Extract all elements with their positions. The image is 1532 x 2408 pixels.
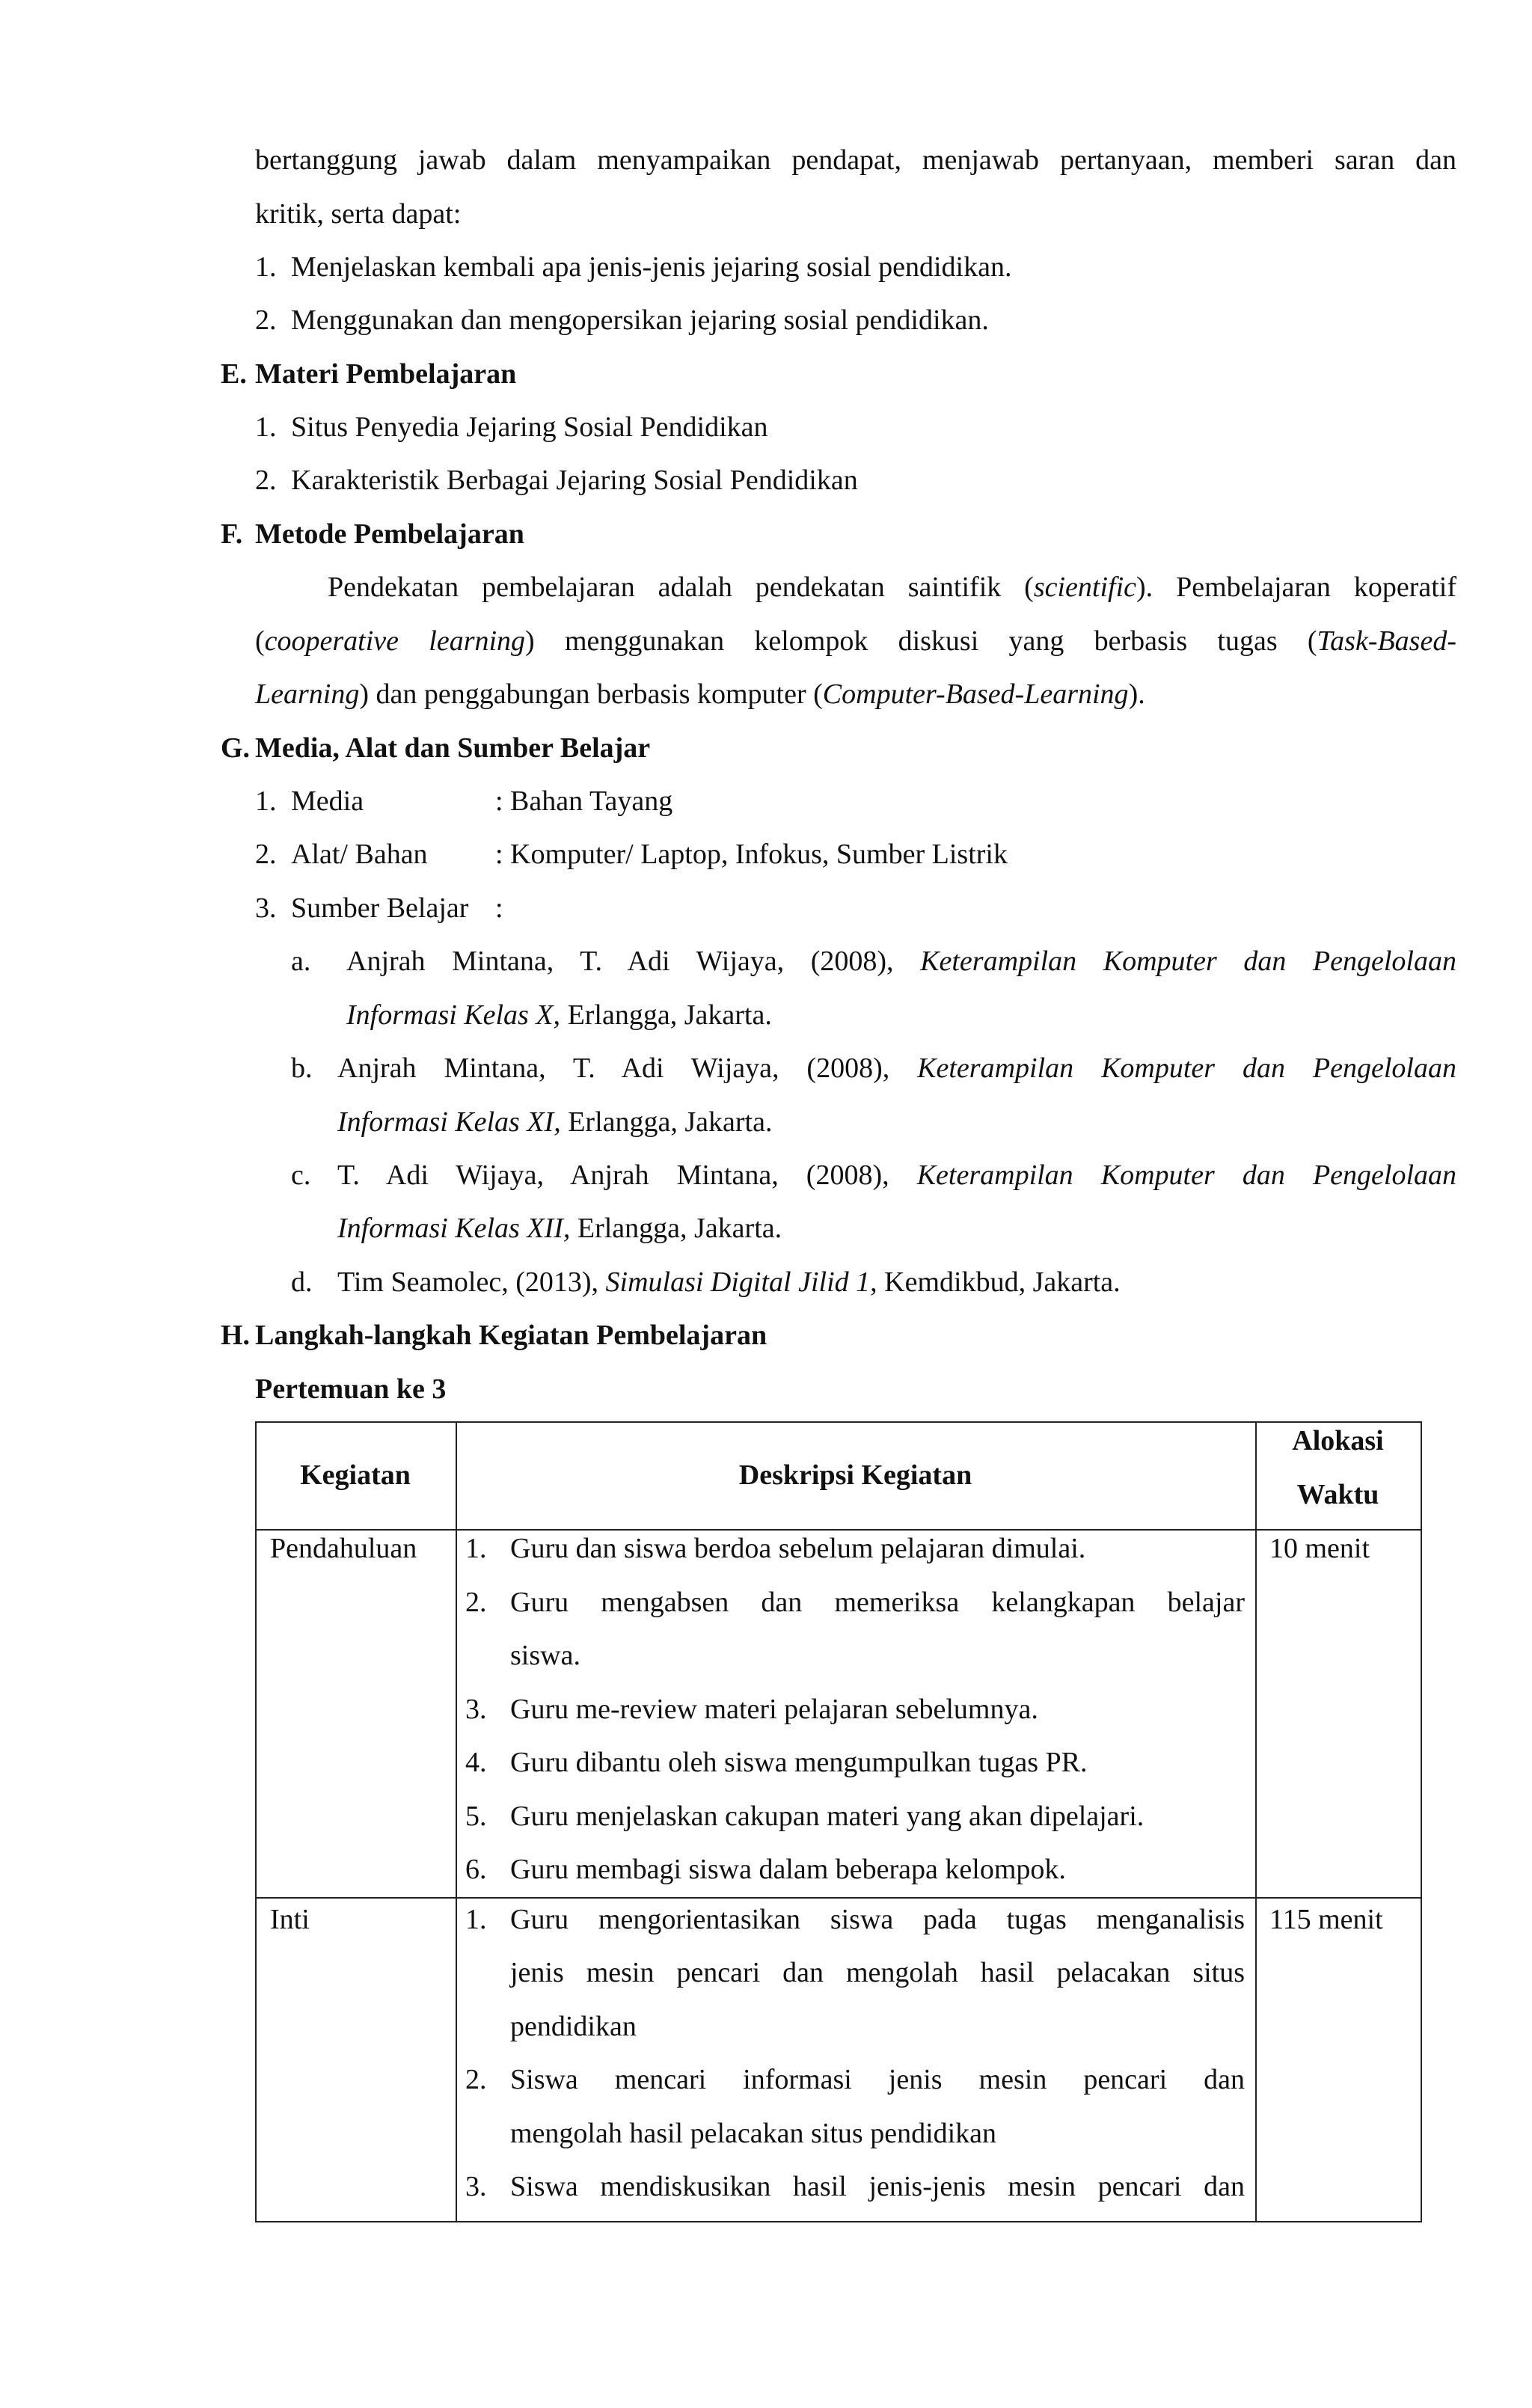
section-g-letter: G. [221,732,251,764]
table-row-1-step-4-number: 4. [465,1747,487,1778]
table-row-1-step-1-text: Guru dan siswa berdoa sebelum pelajaran dimulai. [510,1533,1086,1564]
section-g-item-3-value: : [495,892,503,924]
section-h-subtitle: Pertemuan ke 3 [255,1373,447,1405]
section-e-title: Materi Pembelajaran [255,358,517,390]
source-c-line-2: Informasi Kelas XII, Erlangga, Jakarta. [337,1213,782,1244]
table-row-2-waktu: 115 menit [1269,1904,1383,1935]
section-g-item-2-label: Alat/ Bahan [291,839,428,870]
table-row-1-step-5-text: Guru menjelaskan cakupan materi yang akan dipelajari. [510,1801,1145,1832]
table-row-1-step-3-text: Guru me-review materi pelajaran sebelumnya. [510,1694,1038,1725]
table-divider-col-1 [456,1421,457,2222]
table-row-1-step-2-text-2: siswa. [510,1640,580,1671]
section-g-item-1-number: 1. [255,785,277,817]
section-g-item-3-number: 3. [255,892,277,924]
table-row-2-step-1-text-3: pendidikan [510,2011,637,2042]
source-c-line-1: T. Adi Wijaya, Anjrah Mintana, (2008), Keterampilan Komputer dan Pengelolaan [337,1159,1457,1191]
table-row-1-kegiatan: Pendahuluan [270,1533,417,1564]
table-row-2-kegiatan: Inti [270,1904,310,1935]
section-e-item-2-number: 2. [255,465,277,496]
table-border-bottom [255,2221,1422,2222]
table-row-divider [255,1897,1422,1899]
intro-item-1-text: Menjelaskan kembali apa jenis-jenis jejaring sosial pendidikan. [291,251,1012,283]
section-h-title: Langkah-langkah Kegiatan Pembelajaran [255,1320,767,1351]
section-g-item-1-label: Media [291,785,364,817]
section-g-title: Media, Alat dan Sumber Belajar [255,732,651,764]
table-row-2-step-3-text-1: Siswa mendiskusikan hasil jenis-jenis mesin pencari dan [510,2171,1245,2202]
table-row-2-step-1-text-2: jenis mesin pencari dan mengolah hasil pelacakan situs [510,1957,1245,1988]
table-row-2-step-1-number: 1. [465,1904,487,1935]
source-c-letter: c. [291,1159,311,1191]
intro-item-2-number: 2. [255,304,277,336]
section-g-item-2-number: 2. [255,839,277,870]
source-a-letter: a. [291,946,311,977]
table-row-2-step-2-text-2: mengolah hasil pelacakan situs pendidikan [510,2118,997,2149]
table-row-1-step-6-text: Guru membagi siswa dalam beberapa kelompok. [510,1854,1066,1885]
section-e-letter: E. [221,358,247,390]
intro-item-2-text: Menggunakan dan mengopersikan jejaring sosial pendidikan. [291,304,989,336]
table-header-alokasi: Alokasi [1292,1425,1384,1456]
table-divider-col-2 [1255,1421,1257,2222]
source-b-letter: b. [291,1053,313,1084]
table-border-left [255,1421,257,2222]
table-row-1-step-1-number: 1. [465,1533,487,1564]
table-header-deskripsi: Deskripsi Kegiatan [738,1459,972,1491]
section-h-letter: H. [221,1320,251,1351]
intro-item-1-number: 1. [255,251,277,283]
table-header-waktu: Waktu [1296,1479,1379,1510]
source-d-letter: d. [291,1266,313,1298]
table-row-1-waktu: 10 menit [1269,1533,1370,1564]
section-f-paragraph-line-1: Pendekatan pembelajaran adalah pendekatan saintifik (scientific). Pembelajaran koperatif [328,572,1456,603]
table-row-1-step-6-number: 6. [465,1854,487,1885]
table-row-1-step-2-text-1: Guru mengabsen dan memeriksa kelangkapan belajar [510,1587,1245,1618]
table-header-kegiatan: Kegiatan [300,1459,411,1491]
section-e-item-2-text: Karakteristik Berbagai Jejaring Sosial Pendidikan [291,465,858,496]
table-row-2-step-3-number: 3. [465,2171,487,2202]
section-f-title: Metode Pembelajaran [255,518,524,550]
source-d-line-1: Tim Seamolec, (2013), Simulasi Digital Jilid 1, Kemdikbud, Jakarta. [337,1266,1121,1298]
section-f-letter: F. [221,518,243,550]
intro-line-1: bertanggung jawab dalam menyampaikan pendapat, menjawab pertanyaan, memberi saran dan [255,144,1456,176]
section-g-item-3-label: Sumber Belajar [291,892,469,924]
source-b-line-2: Informasi Kelas XI, Erlangga, Jakarta. [337,1106,773,1138]
source-a-line-2: Informasi Kelas X, Erlangga, Jakarta. [346,999,772,1031]
table-row-2-step-2-number: 2. [465,2064,487,2095]
intro-line-2: kritik, serta dapat: [255,198,462,230]
table-border-right [1421,1421,1422,2222]
section-f-paragraph-line-2: (cooperative learning) menggunakan kelompok diskusi yang berbasis tugas (Task-Based- [255,625,1456,657]
table-row-1-step-5-number: 5. [465,1801,487,1832]
section-f-paragraph-line-3: Learning) dan penggabungan berbasis komputer (Computer-Based-Learning). [255,678,1145,710]
source-b-line-1: Anjrah Mintana, T. Adi Wijaya, (2008), Keterampilan Komputer dan Pengelolaan [337,1053,1456,1084]
section-e-item-1-text: Situs Penyedia Jejaring Sosial Pendidikan [291,411,768,443]
table-row-2-step-1-text-1: Guru mengorientasikan siswa pada tugas menganalisis [510,1904,1245,1935]
table-row-1-step-4-text: Guru dibantu oleh siswa mengumpulkan tugas PR. [510,1747,1088,1778]
table-row-1-step-2-number: 2. [465,1587,487,1618]
source-a-line-1: Anjrah Mintana, T. Adi Wijaya, (2008), Keterampilan Komputer dan Pengelolaan [346,946,1456,977]
table-row-2-step-2-text-1: Siswa mencari informasi jenis mesin pencari dan [510,2064,1245,2095]
table-row-1-step-3-number: 3. [465,1694,487,1725]
section-g-item-1-value: : Bahan Tayang [495,785,673,817]
table-border-top [255,1421,1422,1423]
activity-table [255,1421,1422,2222]
section-e-item-1-number: 1. [255,411,277,443]
section-g-item-2-value: : Komputer/ Laptop, Infokus, Sumber Listrik [495,839,1008,870]
